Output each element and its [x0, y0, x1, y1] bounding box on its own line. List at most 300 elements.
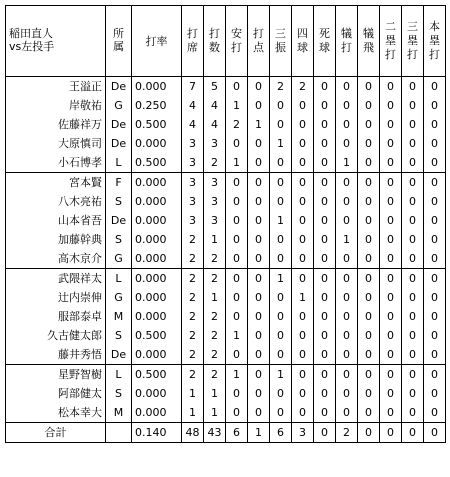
- total-stat: 0: [314, 423, 336, 443]
- stat-cell: 0: [314, 307, 336, 326]
- pitcher-name: 宮本賢: [6, 173, 106, 193]
- header-stat: 三塁打: [402, 6, 424, 77]
- stat-cell: 0: [380, 115, 402, 134]
- stat-cell: 0: [270, 96, 292, 115]
- stat-cell: 0: [402, 230, 424, 249]
- table-row: [6, 288, 446, 307]
- stat-cell: 0: [358, 153, 380, 173]
- total-row: [6, 423, 446, 443]
- table-footer: [6, 423, 446, 443]
- stat-cell: 0: [270, 230, 292, 249]
- pitcher-team: S: [106, 230, 132, 249]
- stat-cell: 0: [248, 192, 270, 211]
- pitcher-name: 松本幸大: [6, 403, 106, 423]
- stat-cell: 0: [226, 403, 248, 423]
- stat-cell: 0: [424, 77, 446, 97]
- stat-cell: 2: [182, 288, 204, 307]
- stat-cell: 4: [182, 96, 204, 115]
- total-stat: 3: [292, 423, 314, 443]
- total-avg: 0.140: [132, 423, 182, 443]
- stat-cell: 0: [292, 192, 314, 211]
- stat-cell: 0: [402, 134, 424, 153]
- header-row: [6, 6, 446, 77]
- table-row: [6, 77, 446, 97]
- stat-cell: 0: [336, 192, 358, 211]
- stat-cell: 0: [336, 269, 358, 289]
- stat-cell: 0: [292, 249, 314, 269]
- header-stat: 四球: [292, 6, 314, 77]
- pitcher-team: G: [106, 249, 132, 269]
- pitcher-name: 武隈祥太: [6, 269, 106, 289]
- pitcher-team: De: [106, 211, 132, 230]
- table-row: [6, 326, 446, 345]
- total-stat: 2: [336, 423, 358, 443]
- stat-cell: 0: [292, 365, 314, 385]
- batting-avg: 0.000: [132, 307, 182, 326]
- stat-cell: 0: [226, 77, 248, 97]
- stat-cell: 2: [182, 345, 204, 365]
- stat-cell: 0: [226, 288, 248, 307]
- batting-avg: 0.000: [132, 211, 182, 230]
- pitcher-team: G: [106, 96, 132, 115]
- stat-cell: 0: [402, 115, 424, 134]
- stat-cell: 0: [424, 384, 446, 403]
- stat-cell: 3: [182, 134, 204, 153]
- stat-cell: 0: [380, 134, 402, 153]
- stat-cell: 0: [292, 115, 314, 134]
- stat-cell: 0: [358, 384, 380, 403]
- stat-cell: 0: [248, 307, 270, 326]
- stat-cell: 0: [270, 384, 292, 403]
- total-stat: 0: [424, 423, 446, 443]
- stat-cell: 0: [380, 326, 402, 345]
- stat-cell: 0: [248, 230, 270, 249]
- stat-cell: 0: [424, 288, 446, 307]
- stat-cell: 0: [402, 77, 424, 97]
- stat-cell: 2: [270, 77, 292, 97]
- stat-cell: 0: [270, 326, 292, 345]
- stat-cell: 0: [314, 345, 336, 365]
- table-row: [6, 153, 446, 173]
- stat-cell: 0: [270, 115, 292, 134]
- batting-stats-table: [5, 5, 446, 443]
- stat-cell: 0: [380, 269, 402, 289]
- batting-avg: 0.500: [132, 153, 182, 173]
- stat-cell: 0: [248, 249, 270, 269]
- stat-cell: 0: [336, 326, 358, 345]
- table-row: [6, 384, 446, 403]
- stat-cell: 0: [248, 365, 270, 385]
- stat-cell: 0: [380, 211, 402, 230]
- total-stat: 0: [402, 423, 424, 443]
- stat-cell: 0: [336, 345, 358, 365]
- pitcher-name: 八木亮祐: [6, 192, 106, 211]
- stat-cell: 2: [204, 307, 226, 326]
- stat-cell: 0: [314, 96, 336, 115]
- stat-cell: 1: [336, 153, 358, 173]
- batting-avg: 0.500: [132, 326, 182, 345]
- pitcher-team: M: [106, 403, 132, 423]
- stat-cell: 0: [424, 211, 446, 230]
- header-stat: 打席: [182, 6, 204, 77]
- stat-cell: 0: [248, 345, 270, 365]
- pitcher-name: 大原慎司: [6, 134, 106, 153]
- table-row: [6, 269, 446, 289]
- stat-cell: 2: [204, 249, 226, 269]
- stat-cell: 2: [182, 230, 204, 249]
- stat-cell: 0: [336, 173, 358, 193]
- stat-cell: 3: [204, 173, 226, 193]
- stat-cell: 0: [358, 96, 380, 115]
- stat-cell: 4: [204, 96, 226, 115]
- stat-cell: 1: [270, 365, 292, 385]
- stat-cell: 0: [380, 230, 402, 249]
- stat-cell: 0: [248, 96, 270, 115]
- stat-cell: 5: [204, 77, 226, 97]
- stat-cell: 1: [336, 230, 358, 249]
- stat-cell: 0: [358, 230, 380, 249]
- table-row: [6, 96, 446, 115]
- pitcher-name: 久古健太郎: [6, 326, 106, 345]
- table-row: [6, 115, 446, 134]
- stat-cell: 1: [182, 384, 204, 403]
- stat-cell: 1: [204, 230, 226, 249]
- stat-cell: 0: [424, 365, 446, 385]
- stat-cell: 0: [336, 77, 358, 97]
- stat-cell: 0: [336, 211, 358, 230]
- pitcher-team: S: [106, 326, 132, 345]
- header-stat: 二塁打: [380, 6, 402, 77]
- pitcher-name: 加藤幹典: [6, 230, 106, 249]
- stat-cell: 0: [336, 288, 358, 307]
- stat-cell: 0: [292, 153, 314, 173]
- stat-cell: 0: [380, 384, 402, 403]
- stat-cell: 0: [270, 173, 292, 193]
- stat-cell: 0: [380, 307, 402, 326]
- stat-cell: 0: [226, 384, 248, 403]
- table-row: [6, 403, 446, 423]
- batting-avg: 0.000: [132, 134, 182, 153]
- table-row: [6, 230, 446, 249]
- stat-cell: 0: [402, 403, 424, 423]
- stat-cell: 2: [182, 365, 204, 385]
- stat-cell: 0: [424, 326, 446, 345]
- pitcher-team: M: [106, 307, 132, 326]
- stat-cell: 0: [380, 153, 402, 173]
- batting-avg: 0.000: [132, 249, 182, 269]
- stat-cell: 0: [248, 403, 270, 423]
- batting-avg: 0.500: [132, 115, 182, 134]
- stat-cell: 0: [226, 192, 248, 211]
- stat-cell: 0: [424, 134, 446, 153]
- pitcher-team: De: [106, 134, 132, 153]
- header-stat: 犠打: [336, 6, 358, 77]
- stat-cell: 0: [336, 134, 358, 153]
- total-stat: 48: [182, 423, 204, 443]
- stat-cell: 0: [380, 192, 402, 211]
- stat-cell: 0: [402, 96, 424, 115]
- stat-cell: 1: [270, 134, 292, 153]
- pitcher-name: 星野智樹: [6, 365, 106, 385]
- stat-cell: 0: [358, 115, 380, 134]
- stat-cell: 0: [226, 269, 248, 289]
- stat-cell: 0: [358, 192, 380, 211]
- stat-cell: 0: [314, 77, 336, 97]
- pitcher-name: 岸敬祐: [6, 96, 106, 115]
- header-avg: 打率: [132, 6, 182, 77]
- stat-cell: 0: [380, 77, 402, 97]
- stat-cell: 0: [270, 192, 292, 211]
- stat-cell: 0: [402, 153, 424, 173]
- stat-cell: 0: [358, 307, 380, 326]
- stat-cell: 0: [336, 249, 358, 269]
- stat-cell: 0: [314, 211, 336, 230]
- stat-cell: 1: [292, 288, 314, 307]
- stat-cell: 0: [336, 115, 358, 134]
- stat-cell: 3: [204, 192, 226, 211]
- stat-cell: 0: [226, 134, 248, 153]
- stat-cell: 0: [270, 249, 292, 269]
- stat-cell: 0: [358, 326, 380, 345]
- stat-cell: 2: [204, 153, 226, 173]
- batting-avg: 0.500: [132, 365, 182, 385]
- pitcher-name: 佐藤祥万: [6, 115, 106, 134]
- stat-cell: 0: [358, 345, 380, 365]
- stat-cell: 0: [270, 288, 292, 307]
- pitcher-team: L: [106, 153, 132, 173]
- stat-cell: 0: [314, 153, 336, 173]
- stat-cell: 2: [182, 249, 204, 269]
- total-stat: 6: [270, 423, 292, 443]
- stat-cell: 0: [248, 384, 270, 403]
- pitcher-team: F: [106, 173, 132, 193]
- stat-cell: 0: [314, 115, 336, 134]
- header-stat: 打点: [248, 6, 270, 77]
- stat-cell: 3: [182, 153, 204, 173]
- stat-cell: 0: [402, 269, 424, 289]
- stat-cell: 0: [226, 307, 248, 326]
- stat-cell: 0: [270, 345, 292, 365]
- stat-cell: 2: [204, 269, 226, 289]
- batting-avg: 0.000: [132, 269, 182, 289]
- stat-cell: 0: [424, 115, 446, 134]
- stat-cell: 0: [424, 249, 446, 269]
- stat-cell: 0: [358, 134, 380, 153]
- stat-cell: 0: [358, 77, 380, 97]
- stat-cell: 0: [424, 173, 446, 193]
- stat-cell: 3: [182, 192, 204, 211]
- stat-cell: 1: [270, 269, 292, 289]
- stat-cell: 0: [380, 365, 402, 385]
- stat-cell: 1: [204, 403, 226, 423]
- stat-cell: 4: [204, 115, 226, 134]
- total-stat: 6: [226, 423, 248, 443]
- pitcher-name: 山本省吾: [6, 211, 106, 230]
- header-stat: 死球: [314, 6, 336, 77]
- stat-cell: 0: [292, 384, 314, 403]
- batting-avg: 0.000: [132, 230, 182, 249]
- batting-avg: 0.000: [132, 192, 182, 211]
- stat-cell: 0: [424, 230, 446, 249]
- stat-cell: 0: [292, 230, 314, 249]
- stat-cell: 1: [204, 288, 226, 307]
- stat-cell: 0: [292, 173, 314, 193]
- stat-cell: 0: [248, 153, 270, 173]
- table-row: [6, 192, 446, 211]
- stat-cell: 0: [336, 307, 358, 326]
- table-row: [6, 307, 446, 326]
- header-stat: 犠飛: [358, 6, 380, 77]
- stat-cell: 0: [292, 134, 314, 153]
- stat-cell: 0: [226, 230, 248, 249]
- stat-cell: 0: [402, 365, 424, 385]
- table-row: [6, 211, 446, 230]
- pitcher-team: De: [106, 345, 132, 365]
- stat-cell: 0: [248, 269, 270, 289]
- stat-cell: 0: [336, 365, 358, 385]
- stat-cell: 0: [226, 173, 248, 193]
- stat-cell: 1: [226, 153, 248, 173]
- stat-cell: 1: [226, 326, 248, 345]
- stat-cell: 0: [424, 192, 446, 211]
- total-label: 合計: [6, 423, 106, 443]
- header-vs-pitcher: vs左投手: [9, 40, 55, 53]
- stat-cell: 0: [248, 173, 270, 193]
- stat-cell: 0: [270, 403, 292, 423]
- stat-cell: 0: [292, 326, 314, 345]
- pitcher-team: L: [106, 365, 132, 385]
- pitcher-team: S: [106, 384, 132, 403]
- pitcher-name: 阿部健太: [6, 384, 106, 403]
- stat-cell: 0: [336, 96, 358, 115]
- stat-cell: 0: [402, 288, 424, 307]
- stat-cell: 0: [380, 288, 402, 307]
- stat-cell: 3: [182, 211, 204, 230]
- total-stat: 1: [248, 423, 270, 443]
- stat-cell: 0: [248, 288, 270, 307]
- total-stat: 0: [380, 423, 402, 443]
- stat-cell: 3: [204, 134, 226, 153]
- stat-cell: 0: [226, 211, 248, 230]
- stat-cell: 0: [380, 96, 402, 115]
- table-body: [6, 77, 446, 423]
- stat-cell: 7: [182, 77, 204, 97]
- stat-cell: 2: [182, 307, 204, 326]
- header-team: 所 属: [106, 6, 132, 77]
- stat-cell: 0: [424, 403, 446, 423]
- stat-cell: 0: [424, 153, 446, 173]
- batting-avg: 0.000: [132, 384, 182, 403]
- stat-cell: 0: [314, 230, 336, 249]
- pitcher-team: S: [106, 192, 132, 211]
- stat-cell: 0: [358, 365, 380, 385]
- header-batter-name: 稲田直人: [9, 27, 53, 41]
- stat-cell: 0: [292, 307, 314, 326]
- stat-cell: 0: [402, 326, 424, 345]
- pitcher-team: De: [106, 115, 132, 134]
- stat-cell: 2: [182, 269, 204, 289]
- stat-cell: 2: [204, 365, 226, 385]
- stat-cell: 0: [314, 403, 336, 423]
- stat-cell: 1: [226, 365, 248, 385]
- stat-cell: 0: [424, 345, 446, 365]
- stat-cell: 3: [182, 173, 204, 193]
- stat-cell: 0: [424, 96, 446, 115]
- stat-cell: 0: [314, 134, 336, 153]
- stat-cell: 0: [314, 288, 336, 307]
- stat-cell: 0: [336, 403, 358, 423]
- batting-avg: 0.000: [132, 77, 182, 97]
- stat-cell: 0: [358, 173, 380, 193]
- stat-cell: 0: [248, 77, 270, 97]
- table-row: [6, 345, 446, 365]
- batting-avg: 0.000: [132, 345, 182, 365]
- total-stat: 43: [204, 423, 226, 443]
- pitcher-team: L: [106, 269, 132, 289]
- stat-cell: 0: [402, 173, 424, 193]
- table-row: [6, 134, 446, 153]
- stat-cell: 0: [226, 249, 248, 269]
- stat-cell: 0: [270, 307, 292, 326]
- pitcher-team: G: [106, 288, 132, 307]
- stat-cell: 0: [402, 307, 424, 326]
- stat-cell: 0: [402, 345, 424, 365]
- stat-cell: 0: [402, 249, 424, 269]
- stat-cell: 0: [380, 345, 402, 365]
- pitcher-name: 小石博孝: [6, 153, 106, 173]
- pitcher-name: 藤井秀悟: [6, 345, 106, 365]
- pitcher-name: 辻内崇伸: [6, 288, 106, 307]
- table-header: [6, 6, 446, 77]
- batting-avg: 0.250: [132, 96, 182, 115]
- stat-cell: 0: [314, 173, 336, 193]
- stat-cell: 4: [182, 115, 204, 134]
- header-batter: [6, 6, 106, 77]
- stat-cell: 1: [248, 115, 270, 134]
- stat-cell: 0: [402, 192, 424, 211]
- header-stat: 三振: [270, 6, 292, 77]
- stat-cell: 0: [380, 403, 402, 423]
- stat-cell: 0: [226, 345, 248, 365]
- header-stat: 本塁打: [424, 6, 446, 77]
- batting-avg: 0.000: [132, 403, 182, 423]
- pitcher-name: 服部泰卓: [6, 307, 106, 326]
- stat-cell: 0: [248, 211, 270, 230]
- stat-cell: 0: [292, 96, 314, 115]
- stat-cell: 2: [204, 345, 226, 365]
- stat-cell: 0: [292, 345, 314, 365]
- stat-cell: 0: [358, 211, 380, 230]
- stat-cell: 2: [226, 115, 248, 134]
- table-row: [6, 173, 446, 193]
- stat-cell: 0: [314, 384, 336, 403]
- stat-cell: 0: [248, 134, 270, 153]
- stat-cell: 2: [204, 326, 226, 345]
- stat-cell: 1: [226, 96, 248, 115]
- stat-cell: 0: [380, 173, 402, 193]
- stat-cell: 0: [402, 384, 424, 403]
- stat-cell: 0: [358, 269, 380, 289]
- header-stat: 打数: [204, 6, 226, 77]
- stat-cell: 1: [270, 211, 292, 230]
- pitcher-name: 高木京介: [6, 249, 106, 269]
- stat-cell: 2: [292, 77, 314, 97]
- stat-cell: 0: [292, 269, 314, 289]
- header-stat: 安打: [226, 6, 248, 77]
- stat-cell: 2: [182, 326, 204, 345]
- stat-cell: 0: [292, 403, 314, 423]
- stat-cell: 0: [336, 384, 358, 403]
